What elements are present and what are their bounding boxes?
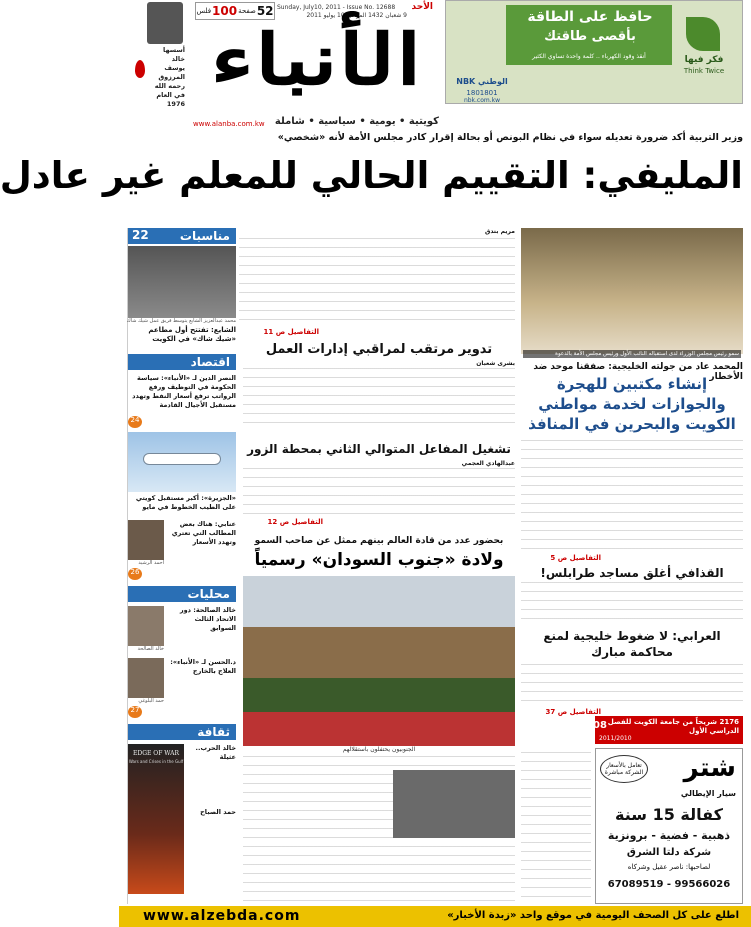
ad-bottom[interactable] (595, 748, 743, 904)
ad-bottom-brand-sub: سيار الإيطالي (680, 789, 736, 798)
story-lower-2-byline: عبدالهادي العجمي (461, 460, 515, 467)
sidebar-photo-person-2[interactable] (128, 606, 164, 646)
ad-top-line1: حافظ على الطاقة (527, 9, 653, 25)
masthead (119, 0, 751, 143)
ad-bottom-warranty: كفالة 15 سنة (615, 805, 723, 824)
pages-label: صفحة (238, 7, 256, 15)
sidebar-item-3[interactable]: «الجزيرة»: أكبر مستقبل كويتي على الطيب الخطوط في مايو (135, 494, 236, 511)
price: 100 (212, 4, 238, 18)
ad-side-badge[interactable] (595, 716, 743, 744)
ad-side-badge-year: 2011/2010 (599, 735, 632, 742)
ad-side-body (521, 752, 591, 904)
arabi-title[interactable]: العرابي: لا ضغوط خليجية لمنع محاكمة مبارك (543, 629, 721, 659)
sudan-kicker: بحضور عدد من قادة العالم بينهم ممثل عن صاحب السمو (254, 536, 504, 546)
sidebar-page-num-3: 27 (128, 706, 142, 718)
story-right-kicker: المحمد عاد من جولته الخليجية: صفقنا موحد ضد الأخطار (533, 362, 743, 382)
story-mid (239, 228, 515, 338)
sidebar-caption-2: أحمد الرشيد (138, 560, 164, 566)
sidebar-band-economy[interactable]: اقتصاد (128, 354, 236, 370)
sidebar-caption-3: خالد الصالحة (137, 646, 164, 652)
ad-bottom-brand: شتر (683, 753, 736, 783)
ad-side-badge-num: 08 (593, 720, 607, 731)
sidebar-book-cover[interactable] (128, 744, 184, 894)
taglines: كويتية • يومية • سياسية • شاملة (274, 116, 439, 127)
sidebar-page-num-1: 24 (128, 416, 142, 428)
story-lower-1-body (243, 368, 515, 424)
flame-icon (135, 60, 145, 78)
footer-bar (119, 906, 751, 927)
story-lower-2-body (243, 468, 515, 516)
story-right (521, 228, 743, 564)
sudan-photo[interactable] (243, 576, 515, 746)
ad-top-sub: أنقذ وقود الكهرباء .. كلمة واحدة تساوي الكثير (532, 53, 646, 60)
story-mid-body (239, 238, 515, 328)
pages-count: 52 (256, 4, 274, 18)
sidebar-photo-person-3[interactable] (128, 658, 164, 698)
story-lower-2-more[interactable]: التفاصيل ص 12 (267, 518, 323, 526)
sudan-photo-2[interactable] (393, 770, 515, 838)
headline-kicker: وزير التربية أكد ضرورة تعديله سواء في نظام البونص أو بحالة إقرار كادر مجلس الأمة لأنه «شخصي» (277, 132, 743, 143)
ad-bottom-metals: ذهبية - فضية - برونزية (607, 829, 731, 842)
sidebar-band-occasions[interactable] (128, 228, 236, 244)
arabi-body (521, 664, 743, 708)
price-unit: فلس (196, 7, 212, 15)
ad-bottom-note: تعامل بالأسعار الشركة مباشرة (600, 755, 648, 783)
founder-text: أسسها خالد يوسف المرزوق رحمه الله في العام 1976 (154, 46, 185, 108)
website[interactable]: www.alanba.com.kw (193, 120, 265, 128)
ad-top-bank: الوطني NBK (456, 77, 508, 86)
story-right-photo[interactable] (521, 228, 743, 354)
story-lower-1-byline: بشرى شعبان (476, 360, 515, 367)
sidebar-page-num-2: 26 (128, 568, 142, 580)
ad-top-site: nbk.com.kw (463, 97, 501, 104)
issue-info-ar: 9 شعبان 1432 الموافق 10 يوليو 2011 (306, 12, 407, 19)
sudan-caption: الجنوبيون يحتفلون باستقلالهم (342, 746, 416, 753)
sidebar-band-occasions-page: 22 (132, 228, 149, 242)
newspaper-logo: الأنباء (210, 18, 422, 101)
story-right-title[interactable]: إنشاء مكتبين للهجرة والجوازات لخدمة مواطني الكويت والبحرين في المنافذ (528, 375, 736, 433)
sidebar (127, 228, 235, 904)
ad-top[interactable] (445, 0, 743, 104)
sidebar-item-6[interactable]: د.الحسن لـ «الأنباء»: العلاج بالخارج (170, 658, 236, 675)
story-right-caption: سمو رئيس مجلس الوزراء لدى استقباله النائب الأول ورئيس مجلس الأمة بالدعوة (523, 350, 741, 358)
sidebar-item-8[interactable]: حمد الصباح (200, 808, 236, 816)
footer-slogan: اطلع على كل الصحف اليومية في موقع واحد «زبدة الأخبار» (447, 910, 739, 921)
qadhafi-title[interactable]: القذافي أغلق مساجد طرابلس! (540, 566, 724, 580)
sidebar-photo-person-1[interactable] (128, 520, 164, 560)
ad-top-brand: فكر فيها (684, 55, 724, 65)
sidebar-book-sub: Wars and Crises in the Gulf (128, 759, 184, 764)
footer-url[interactable]: www.alzebda.com (143, 908, 301, 924)
sidebar-item-5[interactable]: خالد الصالحة: دور الاتحاد الثالث السوابق (179, 606, 236, 632)
sidebar-item-7[interactable]: خالد الحرب.. عثيلة (195, 744, 236, 761)
story-mid-more[interactable]: التفاصيل ص 11 (263, 328, 319, 336)
ad-bottom-company: شركة دلتا الشرق (626, 847, 712, 858)
issue-info-en: Sunday, July10, 2011 - Issue No. 12688 (277, 4, 396, 11)
ad-bottom-phones: 67089519 - 99566026 (607, 879, 731, 890)
sidebar-item-2[interactable]: النصر الدين لـ «الأنباء»: سياسة الحكومة في التوظيف ورفع الرواتب ترفع أسعار النفط وتهدد مستقبل الأجيال القادمة (132, 374, 236, 409)
sidebar-caption-1: محمد عبدالعزيز الشايع يتوسط فريق عمل شيك شاك (126, 318, 236, 324)
story-lower-1-title[interactable]: تدوير مرتقب لمراقبي إدارات العمل (265, 342, 493, 357)
leaf-icon (686, 17, 720, 51)
sidebar-band-occasions-label: مناسبات (179, 229, 230, 243)
story-lower-2-title[interactable]: تشغيل المفاعل المتوالي الثاني بمحطة الزور (247, 442, 511, 456)
sidebar-caption-4: حمد البلوغي (138, 698, 164, 704)
sidebar-photo-1[interactable] (128, 246, 236, 318)
sidebar-item-1[interactable]: الشايع: تفتتح أول مطاعم «شيك شاك» في الكويت (148, 326, 236, 343)
story-mid-byline: مريم بندق (484, 228, 515, 235)
sidebar-book-title: EDGE OF WAR (133, 750, 179, 757)
ad-side-badge-text: 2176 شريحاً من جامعة الكويت للفصل الدراسي الأول (607, 718, 739, 735)
arabi-more[interactable]: التفاصيل ص 37 (545, 708, 601, 716)
story-right-body (521, 440, 743, 552)
ad-bottom-owner: لصاحبها: ناصر عقيل وشركاه (627, 863, 711, 871)
sidebar-item-4[interactable]: عنابي: هناك بعض المطالب التي تعتري وتهدد الأسعار (171, 520, 236, 546)
qadhafi-body (521, 582, 743, 622)
story-right-more[interactable]: التفاصيل ص 5 (550, 554, 601, 562)
ad-top-phone: 1801801 (466, 89, 498, 97)
ad-top-brand-en: Think Twice (683, 67, 725, 75)
sudan-title[interactable]: ولادة «جنوب السودان» رسمياً (254, 550, 504, 570)
ad-top-line2: بأقصى طاقتك (544, 29, 636, 44)
sidebar-band-culture[interactable]: ثقافة (128, 724, 236, 740)
main-headline[interactable]: المليفي: التقييم الحالي للمعلم غير عادل (0, 154, 743, 197)
sidebar-band-local[interactable]: محليات (128, 586, 236, 602)
plane-icon (144, 454, 220, 464)
day-label: الأحد (411, 2, 433, 12)
